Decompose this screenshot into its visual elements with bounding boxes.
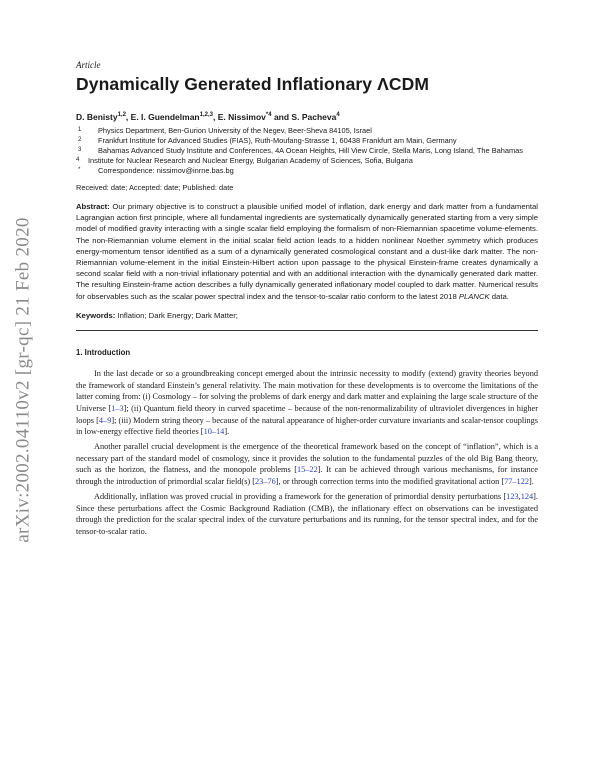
- affiliation-text: Physics Department, Ben-Gurion University of the Negev, Beer-Sheva 84105, Israel: [98, 126, 372, 135]
- section-heading: 1. Introduction: [76, 347, 131, 357]
- author-affiliation-mark: 1,2: [117, 112, 126, 119]
- paper-title: Dynamically Generated Inflationary ΛCDM: [76, 74, 430, 94]
- affiliation-text: Institute for Nuclear Research and Nuclear Energy, Bulgarian Academy of Sciences, Sofia, Bulgaria: [88, 156, 413, 165]
- citation-link[interactable]: 10–14: [203, 427, 225, 437]
- correspondence-mark: *: [78, 167, 81, 173]
- correspondence-email: Correspondence: nissimov@inrne.bas.bg: [98, 166, 234, 175]
- body-paragraph: [76, 441, 538, 488]
- keywords-label: Keywords:: [76, 310, 116, 320]
- keywords: [76, 311, 538, 320]
- affiliation-number: 1: [78, 127, 82, 133]
- paragraph-text: ].: [529, 477, 534, 487]
- abstract-label: Abstract:: [76, 202, 110, 211]
- author-name: E. I. Guendelman: [130, 112, 200, 122]
- paragraph-text: Additionally, inflation was proved crucial in providing a framework for the generation of primordial density perturbations [: [94, 491, 507, 501]
- author-affiliation-mark: 1,2,3: [199, 112, 213, 119]
- abstract-text-end: data.: [489, 291, 509, 301]
- arxiv-sidebar: [4, 190, 44, 570]
- abstract: [76, 201, 538, 302]
- affiliation-number: 2: [78, 137, 82, 143]
- arxiv-identifier: arXiv:2002.04110v2 [gr-qc] 21 Feb 2020: [13, 217, 35, 543]
- citation-link[interactable]: 4–9: [98, 415, 112, 425]
- paragraph-text: ]. It can be achieved through various mechanisms, for instance through the introduction of primordial scalar field(s) [: [76, 465, 538, 487]
- paragraph-text: ].: [224, 427, 230, 437]
- affiliation-item: [76, 136, 538, 146]
- affiliation-item: [76, 146, 538, 156]
- citation-link[interactable]: 123: [506, 491, 519, 501]
- paper-content: [76, 60, 538, 541]
- author-name: D. Benisty: [76, 112, 118, 122]
- affiliation-text: Frankfurt Institute for Advanced Studies (FIAS), Ruth-Moufang-Strasse 1, 60438 Frankfurt am Main, Germany: [98, 136, 457, 145]
- abstract-text: Our primary objective is to construct a plausible unified model of inflation, dark energy and dark matter from a fundamental Lagrangian action first principle, where all fundamental ingredients are systematically dynamically generated starting from a very simple model of modified gravity interacting with a single scalar field employing the formalism of non-Riemannian spacetime volume-elements. The non-Riemannian volume element in the initial scalar field action leads to a hidden nonlinear Noether symmetry which produces energy-momentum tensor identified as a sum of a dynamically generated cosmological constant and a dust-like dark matter. The non-Riemannian volume-element in the initial Einstein-Hilbert action upon passage to the physical Einstein-frame creates dynamically a second scalar field with a non-trivial inflationary potential and with an additional interaction with the dynamically generated dark matter. The resulting Einstein-frame action describes a fully dynamically generated inflationary model coupled to dark matter. Numerical results for observables such as the scalar power spectral index and the tensor-to-scalar ratio conform to the latest 2018: [76, 202, 538, 301]
- author-separator: ,: [212, 112, 218, 122]
- paragraph-text: ]; (ii) Quantum field theory in curved spacetime – because of the non-renormalizability of ultraviolet divergences in higher loops [: [76, 403, 538, 425]
- paragraph-text: ]. Since these perturbations affect the Cosmic Background Radiation (CMB), the inflationary effect on observations can be investigated through the prediction for the scalar spectral index of the curvature perturbations and its running, for the tensor spectral index, and for the tensor-to-scalar ratio.: [76, 491, 538, 536]
- citation-link[interactable]: 15–22: [296, 465, 318, 475]
- article-label: Article: [76, 60, 101, 70]
- paragraph-text: ], or through correction terms into the modified gravitational action [: [275, 477, 505, 487]
- citation-link[interactable]: 1–3: [111, 403, 124, 413]
- body-paragraph: [76, 368, 538, 438]
- affiliation-number: 4: [76, 157, 80, 163]
- publication-dates: Received: date; Accepted: date; Published: date: [76, 183, 234, 192]
- affiliation-item: [76, 156, 538, 166]
- citation-link[interactable]: 77–122: [504, 477, 529, 487]
- author-affiliation-mark: *4: [265, 112, 272, 119]
- paragraph-text: In the last decade or so a groundbreaking concept emerged about the intrinsic necessity to modify (extend) gravity theories beyond the framework of standard Einstein’s general relativity. The main motivation for these developments is to overcome the limitations of the latter coming from: (i) Cosmology – for solving the problems of dark energy and dark matter and explaining the large scale structure of the Universe [: [76, 368, 538, 413]
- affiliation-text: Bahamas Advanced Study Institute and Conferences, 4A Ocean Heights, Hill View Circle, Stella Maris, Long Island, The Bahamas: [98, 146, 523, 155]
- author-name: S. Pacheva: [291, 112, 337, 122]
- affiliation-item: [76, 126, 538, 136]
- citation-link[interactable]: 124: [520, 491, 534, 501]
- citation-link[interactable]: 23–76: [255, 477, 276, 487]
- affiliation-list: [76, 126, 538, 176]
- author-name: E. Nissimov: [217, 112, 266, 122]
- correspondence-item: [76, 166, 538, 176]
- abstract-italic-term: PLANCK: [458, 291, 490, 301]
- body-paragraph: [76, 491, 538, 538]
- paragraph-text: ,: [518, 491, 521, 501]
- author-list: [76, 112, 538, 122]
- keywords-text: Inflation; Dark Energy; Dark Matter;: [115, 310, 238, 320]
- section-divider: [76, 330, 538, 331]
- paragraph-text: Another parallel crucial development is the emergence of the theoretical framework based on the concept of “inflation”, which is a necessary part of the standard model of cosmology, since it provides the solution to the fundamental puzzles of the old Big Bang theory, such as the horizon, the flatness, and the monopole problems [: [76, 442, 538, 475]
- author-separator: ,: [125, 112, 131, 122]
- author-separator: and: [271, 112, 292, 122]
- affiliation-number: 3: [78, 147, 82, 153]
- author-affiliation-mark: 4: [336, 112, 340, 119]
- paragraph-text: ]; (iii) Modern string theory – because of the natural appearance of higher-order curvature invariants and scalar-tensor couplings in low-energy effective field theories [: [76, 415, 538, 437]
